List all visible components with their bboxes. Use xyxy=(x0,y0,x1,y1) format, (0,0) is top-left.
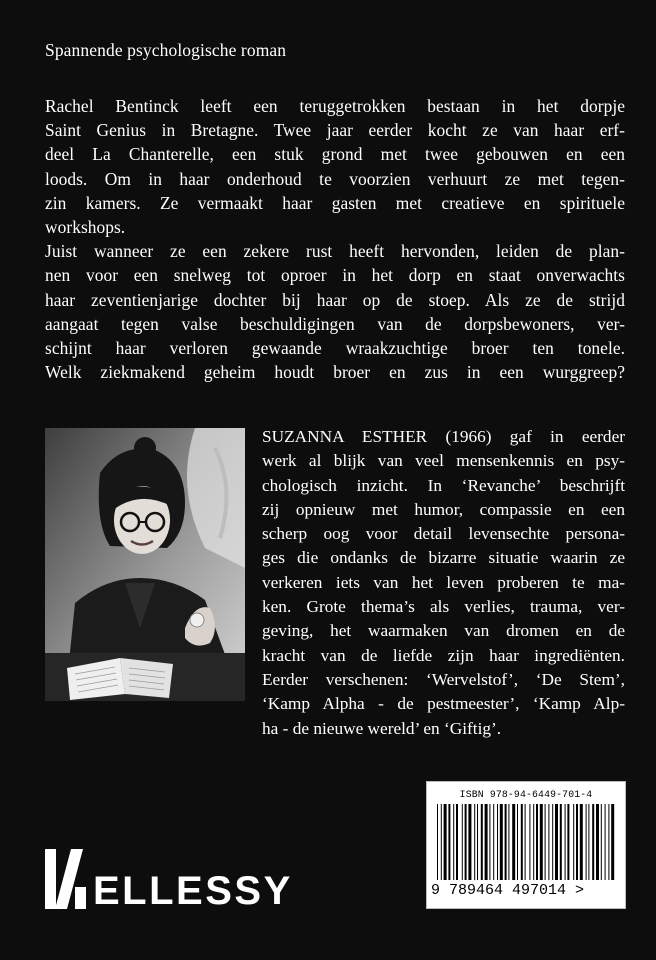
bio-line: ‘Kamp Alpha - de pestmeester’, ‘Kamp Alp- xyxy=(262,694,625,714)
bio-line: zij opnieuw met humor, compassie en een xyxy=(262,499,625,519)
publisher-logo xyxy=(45,847,305,911)
author-photo-illustration xyxy=(45,428,245,701)
synopsis-line: nen voor een snelweg tot oproer in het dorp en staat onverwachts xyxy=(45,265,625,286)
bio-line: geving, het waarmaken van dromen en de xyxy=(262,621,625,641)
bio-line: verkeren iets van het leven proberen te ma- xyxy=(262,572,625,592)
isbn-barcode xyxy=(426,781,626,909)
tagline: Spannende psychologische roman xyxy=(45,40,287,60)
bio-line: kracht van de liefde zijn haar ingrediënten. xyxy=(262,645,625,665)
synopsis-line: loods. Om in haar onderhoud te voorzien verhuurt ze met tegen- xyxy=(45,168,625,189)
synopsis-line: haar zeventienjarige dochter bij haar op de stoep. Als ze de strijd xyxy=(45,289,625,310)
bio-line: SUZANNA ESTHER (1966) gaf in eerder xyxy=(262,427,625,446)
publisher-name: ELLESSY xyxy=(93,869,293,913)
publisher-logo-mark xyxy=(45,847,93,911)
synopsis-line: Welk ziekmakend geheim houdt broer en zus in een wurggreep? xyxy=(45,362,625,383)
barcode-bars xyxy=(433,804,619,884)
author-photo xyxy=(45,428,245,701)
bio-line: ken. Grote thema’s als verlies, trauma, ver- xyxy=(262,597,625,617)
synopsis xyxy=(45,94,625,384)
synopsis-line: schijnt haar verloren gewaande wraakzuchtige broer ten tonele. xyxy=(45,338,625,359)
synopsis-line: Saint Genius in Bretagne. Twee jaar eerder kocht ze van haar erf- xyxy=(45,120,625,141)
ean-digits: 9 789464 497014 > xyxy=(431,882,585,899)
bio-line: scherp oog voor detail levensechte persona- xyxy=(262,524,625,544)
bio-line: chologisch inzicht. In ‘Revanche’ beschrijft xyxy=(262,475,625,495)
bio-line: ges die ondanks de bizarre situatie waarin ze xyxy=(262,548,625,568)
isbn-label: ISBN 978-94-6449-701-4 xyxy=(459,789,593,800)
synopsis-line: workshops. xyxy=(45,217,126,238)
synopsis-line: zin kamers. Ze vermaakt haar gasten met creatieve en spirituele xyxy=(45,192,625,213)
bio-line: Eerder verschenen: ‘Wervelstof’, ‘De Stem’, xyxy=(262,669,625,689)
synopsis-line: Juist wanneer ze een zekere rust heeft hervonden, leiden de plan- xyxy=(45,241,625,262)
synopsis-line: aangaat tegen valse beschuldigingen van de dorpsbewoners, ver- xyxy=(45,313,625,334)
synopsis-line: Rachel Bentinck leeft een teruggetrokken bestaan in het dorpje xyxy=(45,96,625,116)
bio-line: ha - de nieuwe wereld’ en ‘Giftig’. xyxy=(262,718,502,738)
author-bio xyxy=(262,425,625,741)
bio-line: werk al blijk van veel mensenkennis en psy- xyxy=(262,451,625,471)
synopsis-line: deel La Chanterelle, een stuk grond met twee gebouwen en een xyxy=(45,144,625,165)
